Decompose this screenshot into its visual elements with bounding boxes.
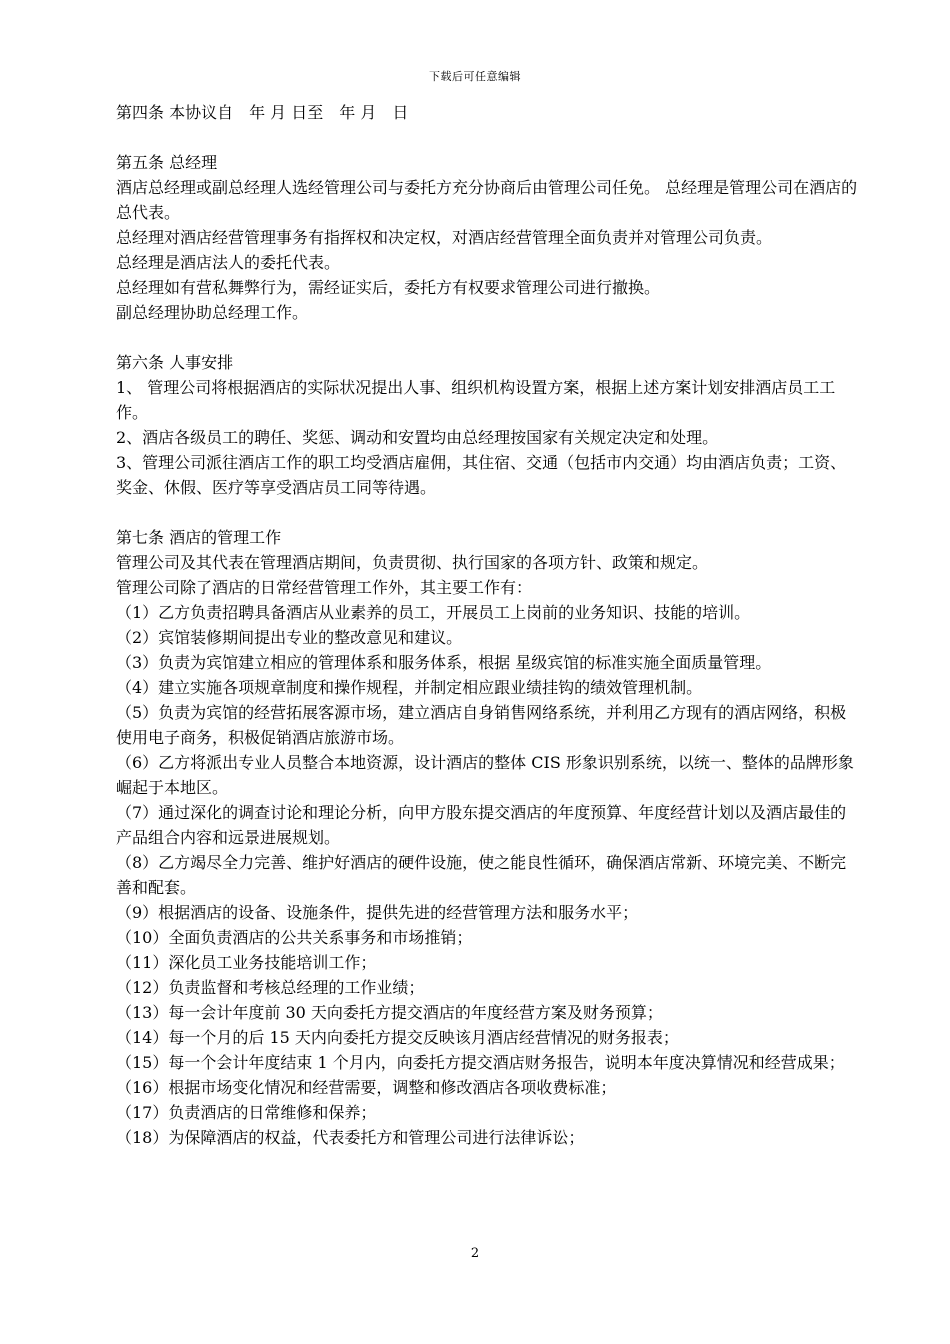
list-item: （1）乙方负责招聘具备酒店从业素养的员工，开展员工上岗前的业务知识、技能的培训。: [116, 603, 751, 622]
list-item: 3、管理公司派往酒店工作的职工均受酒店雇佣，其住宿、交通（包括市内交通）均由酒店负责；工资、奖金、休假、医疗等享受酒店员工同等待遇。: [116, 453, 847, 497]
paragraph: 总经理对酒店经营管理事务有指挥权和决定权，对酒店经营管理全面负责并对管理公司负责。: [116, 228, 773, 247]
list-item: （18）为保障酒店的权益，代表委托方和管理公司进行法律诉讼；: [116, 1128, 585, 1147]
section-title-article-4: 第四条 本协议自 年 月 日至 年 月 日: [116, 103, 409, 122]
list-item: （10）全面负责酒店的公共关系事务和市场推销；: [116, 928, 473, 947]
list-item: （17）负责酒店的日常维修和保养；: [116, 1103, 377, 1122]
list-item: （6）乙方将派出专业人员整合本地资源，设计酒店的整体 CIS 形象识别系统，以统一、整体的品牌形象崛起于本地区。: [116, 753, 854, 797]
section-title-article-7: 第七条 酒店的管理工作: [116, 528, 282, 547]
paragraph: 管理公司除了酒店的日常经营管理工作外，其主要工作有：: [116, 578, 533, 597]
list-item: （2）宾馆装修期间提出专业的整改意见和建议。: [116, 628, 463, 647]
document-body: [116, 100, 861, 1150]
section-spacer: [116, 125, 861, 150]
list-item: （4）建立实施各项规章制度和操作规程，并制定相应跟业绩挂钩的绩效管理机制。: [116, 678, 703, 697]
list-item: （16）根据市场变化情况和经营需要，调整和修改酒店各项收费标准；: [116, 1078, 617, 1097]
paragraph: 总经理是酒店法人的委托代表。: [116, 253, 341, 272]
list-item: （13）每一会计年度前 30 天向委托方提交酒店的年度经营方案及财务预算；: [116, 1003, 663, 1022]
page-number: 2: [470, 1246, 480, 1261]
paragraph: 管理公司及其代表在管理酒店期间，负责贯彻、执行国家的各项方针、政策和规定。: [116, 553, 709, 572]
section-spacer: [116, 325, 861, 350]
list-item: （7）通过深化的调查讨论和理论分析，向甲方股东提交酒店的年度预算、年度经营计划以及酒店最佳的产品组合内容和远景进展规划。: [116, 803, 847, 847]
list-item: （11）深化员工业务技能培训工作；: [116, 953, 377, 972]
paragraph: 副总经理协助总经理工作。: [116, 303, 309, 322]
paragraph: 总经理如有营私舞弊行为，需经证实后，委托方有权要求管理公司进行撤换。: [116, 278, 661, 297]
list-item: 2、酒店各级员工的聘任、奖惩、调动和安置均由总经理按国家有关规定决定和处理。: [116, 428, 719, 447]
paragraph: 酒店总经理或副总经理人选经管理公司与委托方充分协商后由管理公司任免。 总经理是管理公司在酒店的总代表。: [116, 178, 858, 222]
list-item: （14）每一个月的后 15 天内向委托方提交反映该月酒店经营情况的财务报表；: [116, 1028, 679, 1047]
list-item: （3）负责为宾馆建立相应的管理体系和服务体系，根据 星级宾馆的标准实施全面质量管理。: [116, 653, 772, 672]
list-item: （12）负责监督和考核总经理的工作业绩；: [116, 978, 425, 997]
list-item: （5）负责为宾馆的经营拓展客源市场，建立酒店自身销售网络系统，并利用乙方现有的酒店网络，积极使用电子商务，积极促销酒店旅游市场。: [116, 703, 847, 747]
list-item: 1、 管理公司将根据酒店的实际状况提出人事、组织机构设置方案，根据上述方案计划安排酒店员工工作。: [116, 378, 836, 422]
list-item: （8）乙方竭尽全力完善、维护好酒店的硬件设施，使之能良性循环，确保酒店常新、环境完美、不断完善和配套。: [116, 853, 847, 897]
section-title-article-6: 第六条 人事安排: [116, 353, 234, 372]
list-item: （15）每一个会计年度结束 1 个月内，向委托方提交酒店财务报告，说明本年度决算情况和经营成果；: [116, 1053, 845, 1072]
section-title-article-5: 第五条 总经理: [116, 153, 218, 172]
page-header: 下载后可任意编辑: [429, 70, 521, 83]
section-spacer: [116, 500, 861, 525]
list-item: （9）根据酒店的设备、设施条件，提供先进的经营管理方法和服务水平；: [116, 903, 639, 922]
